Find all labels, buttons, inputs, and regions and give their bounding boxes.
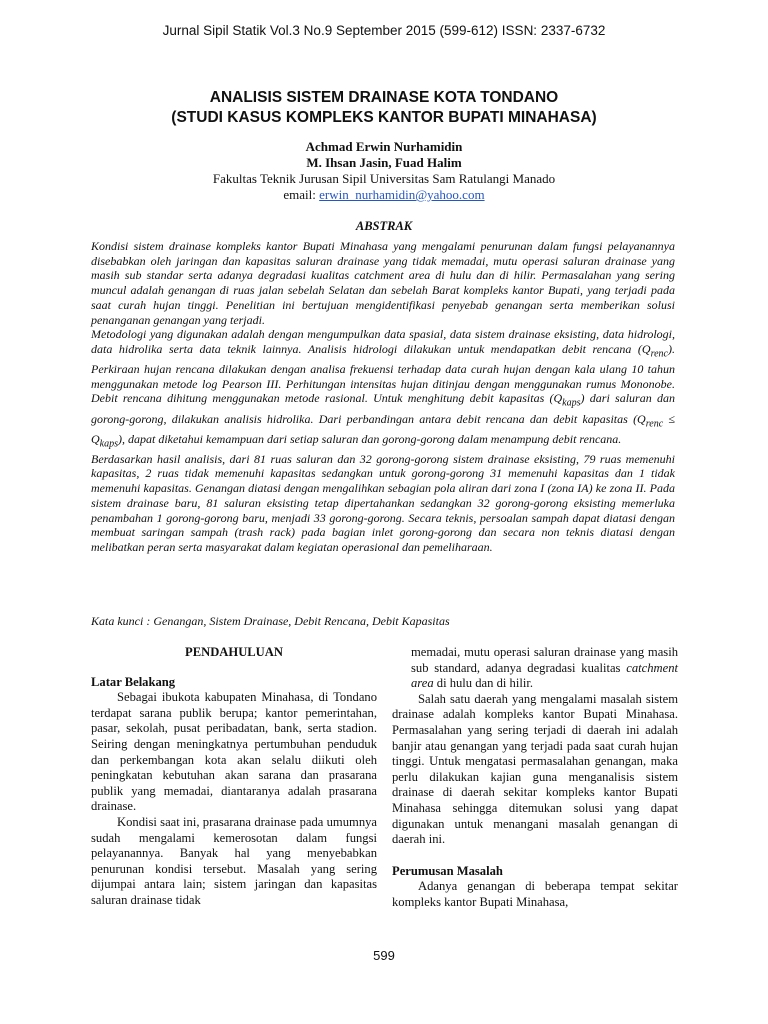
- abstract-heading: ABSTRAK: [355, 219, 413, 233]
- email-link[interactable]: erwin_nurhamidin@yahoo.com: [319, 187, 485, 202]
- author-affiliation: Fakultas Teknik Jurusan Sipil Universitas Sam Ratulangi Manado: [212, 171, 556, 186]
- subscript-kaps: kaps: [562, 397, 581, 409]
- body-paragraph: Salah satu daerah yang mengalami masalah sistem drainase adalah kompleks kantor Bupati Minahasa. Permasalahan yang sering terjadi di daerah ini adalah banjir atau genangan yang terjadi pada saat curah hujan tinggi. Untuk mengatasi permasalahan genangan, maka perlu dilakukan kajian guna menganalisis sistem drainase di daerah sekitar kompleks kantor Bupati Minahasa sehingga ditemukan solusi yang dapat digunakan untuk menangani masalah genangan di daerah ini.: [392, 691, 678, 847]
- abstract-paragraph-2: Metodologi yang digunakan adalah dengan mengumpulkan data spasial, data sistem drainase eksisting, data hidrologi, data hidrolika serta data teknik lainnya. Analisis hidrologi dilakukan untuk mendapatkan debit rencana $(Q_{renc})$. Perkiraan hujan rencana dilakukan dengan analisa frekuensi terhadap data curah hujan dengan kala ulang 10 tahun menggunakan metode log Pearson III. Perhitungan intensitas hujan ditinjau dengan menggunakan rumus Mononobe. Debit rencana dihitung menggunakan metode rasional. Untuk menghitung debit kapasitas $(Q_{kaps})$ dari saluran dan gorong-gorong, dilakukan analisis hidrolika. Dari perbandingan antara debit rencana dan debit kapasitas $(Q_{renc} \le Q_{kaps})$, dapat diketahui kemampuan dari setiap saluran dan gorong-gorong dalam menampung debit rencana.: [91, 327, 675, 449]
- title-line-1: ANALISIS SISTEM DRAINASE KOTA TONDANO: [209, 89, 559, 106]
- author-email-line: [0, 187, 768, 203]
- author-block: [0, 139, 768, 203]
- keywords: Kata kunci : Genangan, Sistem Drainase, Debit Rencana, Debit Kapasitas: [91, 614, 450, 628]
- body-paragraph: memadai, mutu operasi saluran drainase yang masih sub standard, adanya degradasi kualitas catchment area di hulu dan di hilir.: [411, 645, 678, 691]
- body-paragraph: Sebagai ibukota kabupaten Minahasa, di Tondano terdapat sarana publik berupa; kantor pemerintahan, pasar, sekolah, pusat peribadatan, bank, serta stadion. Seiring dengan meningkatnya pertumbuhan penduduk dan perkembangan kota akan selalu diikuti oleh peningkatan kebutuhan akan sarana dan prasarana publik yang memadai, diantaranya adalah prasarana drainase.: [91, 690, 377, 814]
- title-line-2: (STUDI KASUS KOMPLEKS KANTOR BUPATI MINAHASA): [171, 109, 597, 126]
- body-right-column: [392, 645, 678, 911]
- body-paragraph: Kondisi saat ini, prasarana drainase pada umumnya sudah mengalami kemerosotan dalam fungsi pelayanannya. Banyak hal yang menyebabkan penurunan kondisi tersebut. Masalah yang sering dijumpai antara lain; sistem jaringan dan kapasitas saluran drainase tidak: [91, 814, 377, 907]
- paper-title: [0, 88, 768, 128]
- body-left-column: [91, 645, 377, 909]
- body-paragraph: Adanya genangan di beberapa tempat sekitar kompleks kantor Bupati Minahasa,: [392, 879, 678, 909]
- subheading-latar-belakang: Latar Belakang: [91, 674, 176, 689]
- author-name-2: M. Ihsan Jasin, Fuad Halim: [306, 155, 462, 170]
- page-number: 599: [373, 948, 395, 963]
- subscript-renc: renc: [650, 348, 668, 360]
- abstract-body: [91, 239, 675, 555]
- abstract-paragraph-3: Berdasarkan hasil analisis, dari 81 ruas saluran dan 32 gorong-gorong sistem drainase eksisting, 79 ruas memenuhi kapasitas, 2 ruas tidak memenuhi kapasitas sedangkan untuk gorong-gorong 31 memenuhi kapasitas dan 1 tidak memenuhi kapasitas. Genangan diatasi dengan mengalihkan sebagian pola aliran dari zona I (zona IA) ke zona II. Pada sistem drainase baru, 81 saluran eksisting tetap dipertahankan sedangkan 32 gorong-gorong eksisting memerluka penambahan 1 gorong-gorong baru, menjadi 33 gorong-gorong. Secara teknis, persoalan sampah dapat diatasi dengan membuat saringan sampah (trash rack) pada bagian inlet gorong-gorong dan secara non teknis diatasi dengan melibatkan peran serta masyarakat dalam kegiatan operasional dan pemeliharaan.: [91, 451, 675, 554]
- email-label: email:: [283, 187, 316, 202]
- journal-header: Jurnal Sipil Statik Vol.3 No.9 September 2015 (599-612) ISSN: 2337-6732: [162, 23, 606, 38]
- author-name-1: Achmad Erwin Nurhamidin: [305, 139, 463, 154]
- subheading-perumusan-masalah: Perumusan Masalah: [392, 863, 503, 878]
- section-title: PENDAHULUAN: [185, 645, 283, 659]
- abstract-paragraph-1: Kondisi sistem drainase kompleks kantor Bupati Minahasa yang mengalami penurunan dalam fungsi pelayanannya disebabkan oleh jaringan dan kapasitas saluran drainase yang tidak memadai, mutu operasi saluran drainase yang masih sub standar serta adanya degradasi kualitas catchment area di hulu dan di hilir. Permasalahan yang sering muncul adalah genangan di ruas jalan sebelah Selatan dan sebelah Barat kompleks kantor Bupati, yang terjadi pada saat curah hujan tinggi. Penelitian ini bertujuan mengidentifikasi penyebab genangan serta memberikan solusi penanganan genangan yang terjadi.: [91, 239, 675, 327]
